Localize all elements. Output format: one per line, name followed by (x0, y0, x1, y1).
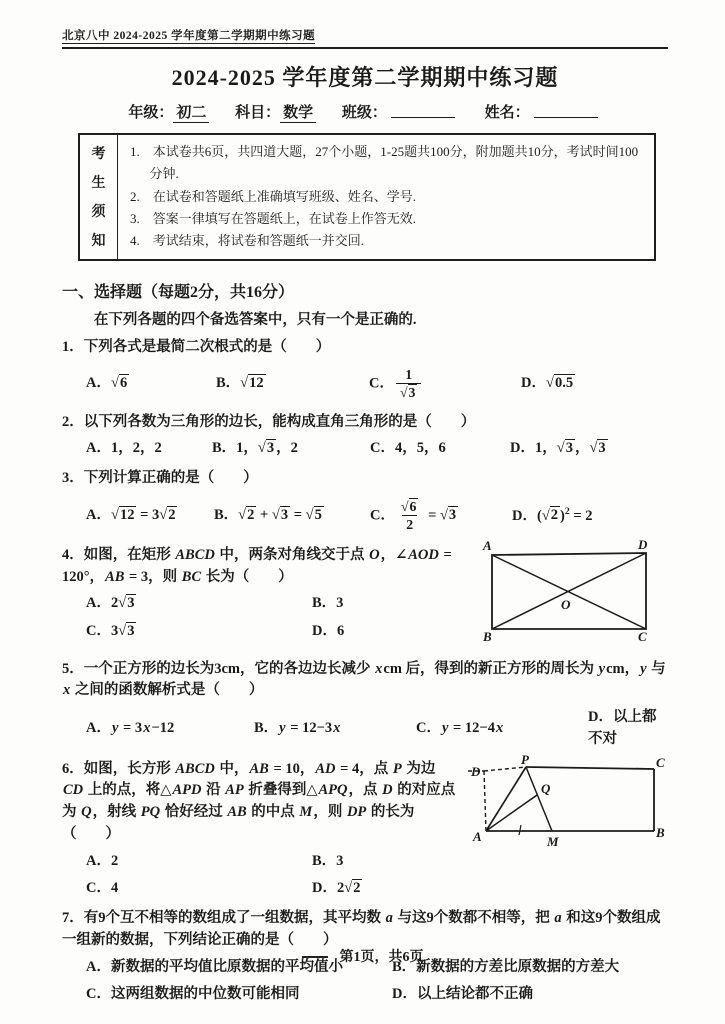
subject-value: 数学 (280, 105, 316, 123)
options-row (62, 495, 668, 537)
name-blank (534, 104, 598, 118)
option-a: A．新数据的平均值比原数据的平均值小 (86, 958, 343, 975)
option-a: A．√12 = 3√2 (86, 506, 176, 523)
vertex-label-c: C (638, 628, 647, 641)
option-d: D．6 (312, 623, 345, 640)
question-stem: 7．有9个互不相等的数组成了一组数据，其平均数 a 与这9个数都不相等，把 a 和这9个数组成一组新的数据，下列结论正确的是（ ） (62, 910, 661, 948)
vertex-label-m: M (547, 833, 559, 849)
option-c: C．这两组数据的中位数可能相同 (86, 986, 300, 1003)
options-row (62, 593, 462, 643)
option-a: A．2 (86, 852, 119, 869)
option-c: C． $\frac{√6}{2}$ = √3 (370, 498, 457, 533)
running-header-rule (62, 26, 668, 49)
vertex-label-b: B (656, 824, 665, 840)
question-3 (62, 468, 668, 537)
option-c: C．3√3 (86, 623, 135, 640)
vertex-label-p: P (521, 754, 529, 767)
question-6 (62, 754, 668, 901)
option-b: B．3 (312, 852, 344, 869)
option-b: B．√12 (216, 374, 264, 391)
notice-item: 2. 在试卷和答题纸上准确填写班级、姓名、学号. (130, 188, 417, 204)
vertex-label-a: A (483, 537, 492, 553)
grade-value: 初二 (173, 105, 209, 123)
question-1 (62, 337, 668, 404)
options-row (62, 438, 668, 460)
vertex-label-o: O (561, 596, 571, 612)
question-stem: 4．如图，在矩形 ABCD 中，两条对角线交于点 O，∠AOD = 120°，AB = 3，则 BC 长为（ ） (62, 546, 452, 585)
info-line (62, 101, 668, 122)
vertex-label-c: C (656, 754, 665, 770)
option-a: A．√6 (86, 374, 128, 391)
notice-item: 4. 考试结束，将试卷和答题纸一并交回. (130, 233, 365, 249)
notice-side-char: 考 (91, 147, 106, 163)
option-b: B．新数据的方差比原数据的方差大 (392, 958, 620, 975)
notice-side-char: 生 (91, 176, 106, 192)
option-d: D．√0.5 (521, 374, 574, 391)
options-row (62, 707, 668, 751)
question-stem: 2．以下列各数为三角形的边长，能构成直角三角形的是（ ） (62, 413, 476, 430)
option-b: B．1，√3 ，2 (212, 440, 298, 457)
vertex-label-a: A (473, 828, 482, 844)
option-c: C．4，5，6 (370, 440, 446, 457)
grade-label: 年级： (128, 105, 174, 121)
notice-items (118, 135, 654, 259)
option-a: A．1，2，2 (86, 440, 162, 457)
option-d: D．(√2 )$^2$ = 2 (512, 505, 593, 524)
vertex-label-b: B (483, 628, 492, 641)
class-label: 班级： (341, 105, 387, 121)
question-4 (62, 536, 668, 651)
page-number: 第1页，共6页 (339, 950, 424, 965)
option-c: C．y = 12−4x (416, 719, 504, 736)
option-c: C．4 (86, 880, 119, 897)
figure-q4-rectangle-abcd (472, 537, 668, 649)
name-label: 姓名： (484, 105, 530, 121)
question-stem: 5．一个正方形的边长为3cm，它的各边边长减少 xcm 后，得到的新正方形的周长为 ycm，y 与 x 之间的函数解析式是（ ） (62, 660, 666, 699)
footer-dash (302, 956, 328, 958)
options-row (62, 364, 668, 404)
subject-label: 科目： (235, 105, 281, 121)
section-heading: 一、选择题（每题2分，共16分） (62, 283, 295, 301)
option-a: A．y = 3x−12 (86, 719, 175, 736)
notice-item: 3. 答案一律填写在答题纸上，在试卷上作答无效. (130, 211, 417, 227)
notice-side-char: 须 (91, 205, 106, 221)
page-footer (0, 946, 725, 966)
option-b: B．√2 + √3 = √5 (214, 506, 322, 523)
question-stem: 1．下列各式是最简二次根式的是（ ） (62, 338, 331, 355)
option-a: A．2√3 (86, 595, 135, 612)
question-2 (62, 412, 668, 461)
question-stem: 6．如图，长方形 ABCD 中，AB = 10，AD = 4，点 P 为边 CD 上的点，将△APD 沿 AP 折叠得到△APQ，点 D 的对应点为 Q，射线 PQ 恰好经过 AB 的中点 M，则 DP 的长为（ ） (62, 760, 456, 842)
running-header: 北京八中 2024-2025 学年度第二学期期中练习题 (62, 30, 316, 42)
question-5 (62, 659, 668, 751)
options-row (62, 851, 460, 901)
notice-item: 1. 本试卷共6页，共四道大题，27个小题，1-25题共100分，附加题共10分，考试时间100分钟. (130, 144, 639, 182)
option-c: C． $\frac{1}{√3}$ (369, 367, 521, 401)
vertex-label-d: D (471, 763, 481, 779)
class-blank (391, 104, 455, 118)
notice-side-char: 知 (91, 234, 106, 250)
section-intro: 在下列各题的四个备选答案中，只有一个是正确的. (93, 311, 417, 328)
option-d: D．2√2 (312, 880, 361, 897)
figure-q6-fold (468, 755, 668, 857)
option-d: D．以上都不对 (588, 709, 657, 747)
vertex-label-d: D (638, 536, 648, 552)
option-d: D．以上结论都不正确 (392, 986, 533, 1003)
question-stem: 3．下列计算正确的是（ ） (62, 470, 258, 487)
vertex-label-q: Q (541, 780, 551, 796)
notice-box (78, 133, 656, 261)
notice-side-label (80, 135, 118, 259)
option-d: D．1，√3 ，√3 (510, 440, 606, 457)
option-b: B．3 (312, 595, 344, 612)
option-b: B．y = 12−3x (254, 719, 341, 736)
page-title: 2024-2025 学年度第二学期期中练习题 (171, 65, 559, 90)
